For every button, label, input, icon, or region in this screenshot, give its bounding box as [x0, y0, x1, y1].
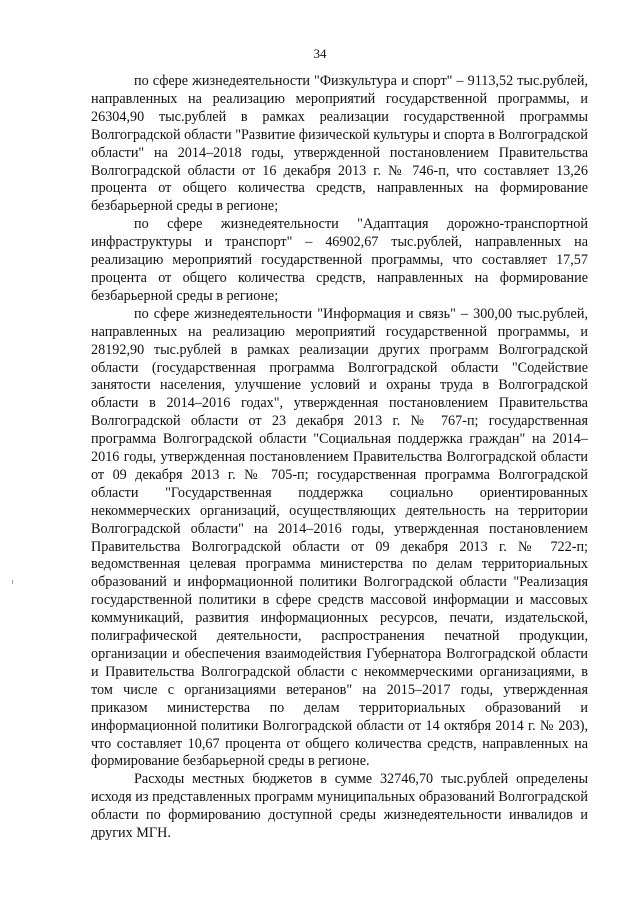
paragraph-information: по сфере жизнедеятельности "Информация и связь" – 300,00 тыс.рублей, направленных на реализацию мероприятий государственной программы, и 28192,90 тыс.рублей в рамках реализации других программ Волгоградской области (государственная программа Волгоградской области "Содействие занятости населения, улучшение условий и охраны труда в Волгоградской области в 2014–2016 годах", утвержденная постановлением Правительства Волгоградской области от 23 декабря 2013 г. № 767-п; государственная программа Волгоградской области "Социальная поддержка граждан" на 2014–2016 годы, утвержденная постановлением Правительства Волгоградской области от 09 декабря 2013 г. № 705-п; государственная программа Волгоградской области "Государственная поддержка социально ориентированных некоммерческих организаций, осуществляющих деятельность на территории Волгоградской области" на 2014–2016 годы, утвержденная постановлением Правительства Волгоградской области от 09 декабря 2013 г. № 722-п; ведомственная целевая программа министерства по делам территориальных образований и информационной политики Волгоградской области "Реализация государственной политики в сфере средств массовой информации и массовых коммуникаций, развития информационных ресурсов, печати, издательской, полиграфической деятельности, распространения печатной продукции, организации и обеспечения взаимодействия Губернатора Волгоградской области и Правительства Волгоградской области с некоммерческими организациями, в том числе с организациями ветеранов" на 2015–2017 годы, утвержденная приказом министерства по делам территориальных образований и информационной политики Волгоградской области от 14 октября 2014 г. № 203), что составляет 10,67 процента от общего количества средств, направленных на формирование безбарьерной среды в регионе. [91, 305, 588, 770]
scan-artifact [12, 580, 13, 584]
paragraph-local-budgets: Расходы местных бюджетов в сумме 32746,70 тыс.рублей определены исходя из представленных программ муниципальных образований Волгоградской области по формированию доступной среды жизнедеятельности инвалидов и других МГН. [91, 771, 588, 842]
document-body [91, 73, 588, 843]
page-number: 34 [313, 46, 327, 61]
paragraph-transport: по сфере жизнедеятельности "Адаптация дорожно-транспортной инфраструктуры и транспорт" – 46902,67 тыс.рублей, направленных на реализацию мероприятий государственной программы, что составляет 17,57 процента от общего количества средств, направленных на формирование безбарьерной среды в регионе; [91, 216, 588, 304]
paragraph-sport: по сфере жизнедеятельности "Физкультура и спорт" – 9113,52 тыс.рублей, направленных на реализацию мероприятий государственной программы, и 26304,90 тыс.рублей в рамках реализации государственной программы Волгоградской области "Развитие физической культуры и спорта в Волгоградской области" на 2014–2018 годы, утвержденной постановлением Правительства Волгоградской области от 16 декабря 2013 г. № 746-п, что составляет 13,26 процента от общего количества средств, направленных на формирование безбарьерной среды в регионе; [91, 73, 588, 215]
